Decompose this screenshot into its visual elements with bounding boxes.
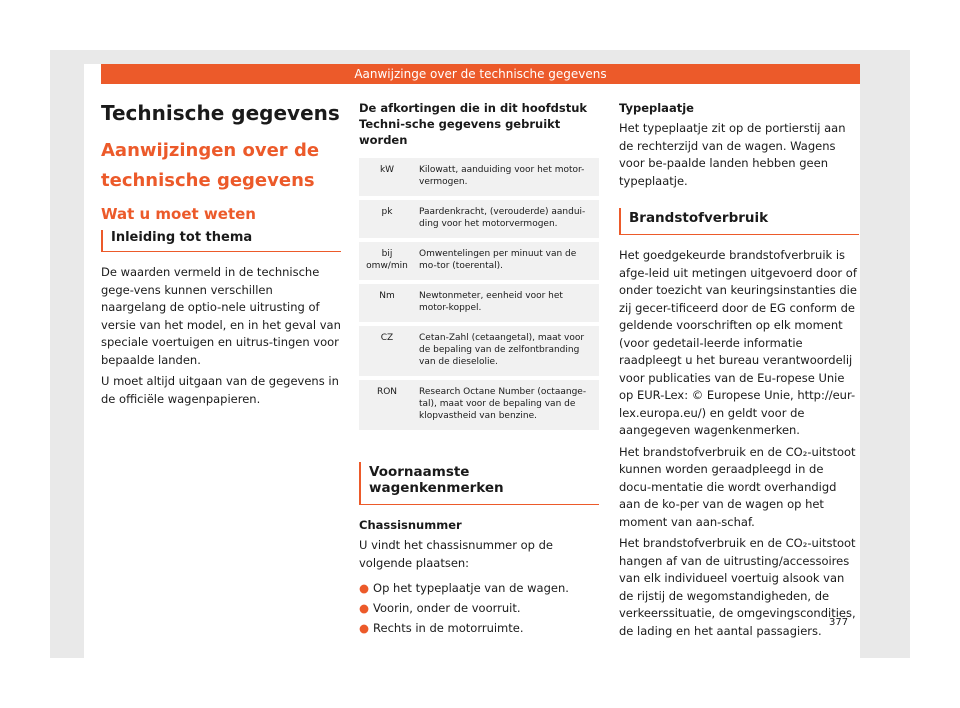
- abbreviations-heading: De afkortingen die in dit hoofdstuk Techni-sche gegevens gebruikt worden: [359, 101, 588, 147]
- column-1: [101, 100, 341, 412]
- abbreviations-table: [359, 158, 599, 434]
- type-plate-heading: Typeplaatje: [619, 101, 694, 115]
- chapter-title: Technische gegevens: [101, 101, 340, 125]
- bullet-icon: ●: [359, 601, 370, 615]
- page-number: 377: [829, 617, 849, 628]
- list-item: ● Op het typeplaatje van de wagen.: [359, 581, 569, 595]
- intro-paragraph: De waarden vermeld in de technische gege-vens kunnen verschillen naargelang de optio-nele uitrusting of versie van het model, en in het geval van speciale voertuigen en uitrus-tingen voor bepaalde landen.: [101, 265, 341, 367]
- definition-cell: Paardenkracht, (verouderde) aandui-ding voor het motorvermogen.: [415, 198, 599, 240]
- definition-cell: Omwentelingen per minuut van de mo-tor (toerental).: [415, 240, 599, 282]
- definition-cell: Cetan-Zahl (cetaangetal), maat voor de bepaling van de zelfontbranding van de dieselolie.: [415, 324, 599, 378]
- chassis-number-text: U vindt het chassisnummer op de volgende plaatsen:: [359, 538, 553, 570]
- chassis-number-heading: Chassisnummer: [359, 518, 462, 532]
- note-paragraph: U moet altijd uitgaan van de gegevens in de officiële wagenpapieren.: [101, 374, 339, 406]
- type-plate-text: Het typeplaatje zit op de portierstij aan de rechterzijd van de wagen. Wagens voor be-paalde landen hebben geen typeplaatje.: [619, 121, 846, 188]
- fuel-consumption-heading: Brandstofverbruik: [619, 208, 859, 235]
- abbreviation-cell: Nm: [359, 282, 415, 324]
- list-item: ● Rechts in de motorruimte.: [359, 621, 524, 635]
- abbreviation-cell: pk: [359, 198, 415, 240]
- table-row: [359, 240, 599, 282]
- table-row: [359, 282, 599, 324]
- section-title: Aanwijzingen over de technische gegevens: [101, 140, 320, 191]
- abbreviation-cell: bij omw/min: [359, 240, 415, 282]
- column-3: [619, 100, 859, 644]
- fuel-consumption-text-3: Het brandstofverbruik en de CO₂-uitstoot hangen af van de uitrusting/accessoires van elk individueel voertuig alsook van de rijstij de wegomstandigheden, de verkeerssituatie, de omgevingscondities, de lading en het aantal passagiers.: [619, 536, 856, 638]
- main-features-heading: Voornaamste wagenkenmerken: [359, 462, 599, 505]
- abbreviation-cell: CZ: [359, 324, 415, 378]
- table-row: [359, 158, 599, 198]
- abbreviation-cell: RON: [359, 378, 415, 432]
- definition-cell: Newtonmeter, eenheid voor het motor-koppel.: [415, 282, 599, 324]
- bullet-icon: ●: [359, 581, 370, 595]
- definition-cell: Research Octane Number (octaange-tal), maat voor de bepaling van de klopvastheid van benzine.: [415, 378, 599, 432]
- definition-cell: Kilowatt, aanduiding voor het motor-vermogen.: [415, 158, 599, 198]
- bullet-icon: ●: [359, 621, 370, 635]
- column-2: [359, 100, 599, 638]
- chassis-locations-list: [359, 578, 599, 638]
- fuel-consumption-text-1: Het goedgekeurde brandstofverbruik is afge-leid uit metingen uitgevoerd door of onder toezicht van keuringsinstanties die zij gecer-tificeerd door de EG conform de geldende voorschriften op elk moment (voor gedetail-leerde informatie raadpleegt u het bureau verantwoordelij voor publicaties van de Eu-ropese Unie op EUR-Lex: © Europese Unie, http://eur-lex.europa.eu/) en geldt voor de aangegeven wagenkenmerken.: [619, 248, 857, 437]
- chapter-header-bar: Aanwijzinge over de technische gegevens: [101, 64, 860, 84]
- table-row: [359, 324, 599, 378]
- subsection-title: Wat u moet weten: [101, 205, 256, 223]
- table-row: [359, 198, 599, 240]
- fuel-consumption-text-2: Het brandstofverbruik en de CO₂-uitstoot kunnen worden geraadpleegd in de docu-mentatie die wordt overhandigd aan de ko-per van de wagen op het moment van aan-schaf.: [619, 444, 856, 529]
- list-item: ● Voorin, onder de voorruit.: [359, 601, 521, 615]
- topic-heading: Inleiding tot thema: [101, 230, 341, 252]
- table-row: [359, 378, 599, 432]
- abbreviation-cell: kW: [359, 158, 415, 198]
